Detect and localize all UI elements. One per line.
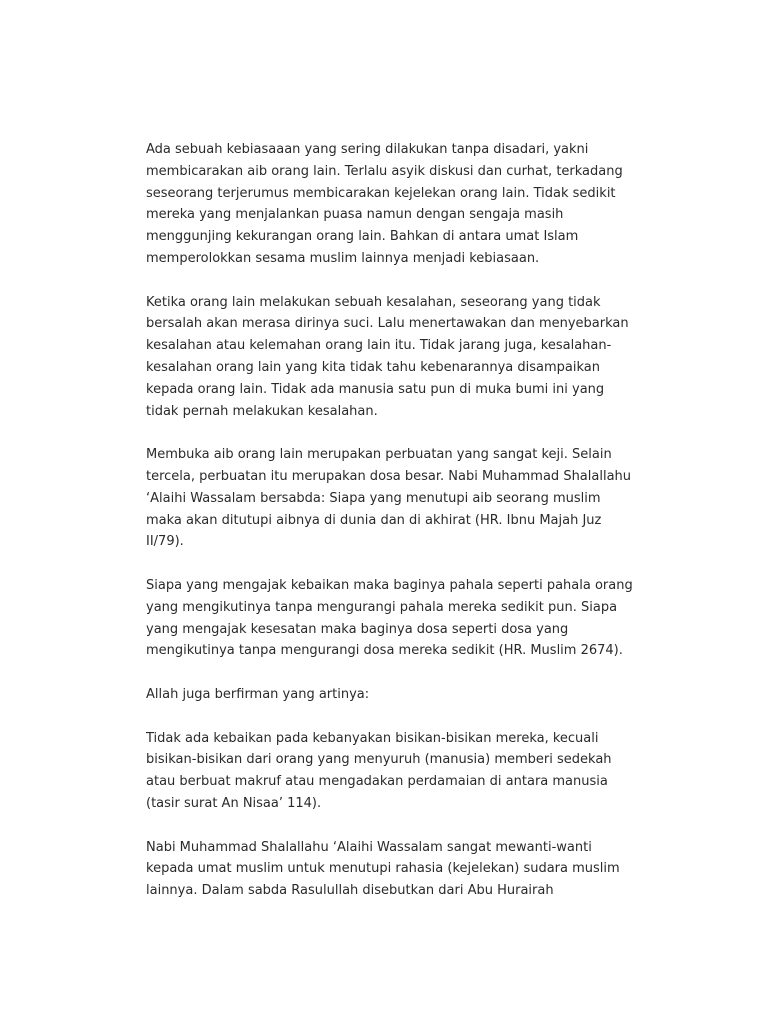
text-line: memperolokkan sesama muslim lainnya menjadi kebiasaan. (146, 250, 540, 266)
text-line: (tasir surat An Nisaa’ 114). (146, 795, 322, 811)
text-line: Allah juga berfirman yang artinya: (146, 686, 370, 702)
text-line: tercela, perbuatan itu merupakan dosa besar. Nabi Muhammad Shalallahu (146, 468, 632, 484)
text-line: mereka yang menjalankan puasa namun dengan sengaja masih (146, 207, 564, 223)
text-line: yang mengajak kesesatan maka baginya dosa seperti dosa yang (146, 621, 569, 637)
text-line: membicarakan aib orang lain. Terlalu asyik diskusi dan curhat, terkadang (146, 163, 623, 179)
paragraph (146, 139, 676, 270)
text-line: mengikutinya tanpa mengurangi dosa mereka sedikit (HR. Muslim 2674). (146, 643, 623, 659)
text-line: kepada orang lain. Tidak ada manusia satu pun di muka bumi ini yang (146, 381, 605, 397)
text-line: atau berbuat makruf atau mengadakan perdamaian di antara manusia (146, 774, 608, 790)
text-line: Tidak ada kebaikan pada kebanyakan bisikan-bisikan mereka, kecuali (146, 730, 599, 746)
text-line: ‘Alaihi Wassalam bersabda: Siapa yang menutupi aib seorang muslim (146, 490, 601, 506)
text-line: yang mengikutinya tanpa mengurangi pahala mereka sedikit pun. Siapa (146, 599, 618, 615)
paragraph (146, 575, 676, 662)
text-line: kesalahan orang lain yang kita tidak tahu kebenarannya disampaikan (146, 359, 600, 375)
text-line: bisikan-bisikan dari orang yang menyuruh (manusia) memberi sedekah (146, 752, 612, 768)
text-line: Siapa yang mengajak kebaikan maka baginya pahala seperti pahala orang (146, 577, 633, 593)
paragraph (146, 837, 676, 902)
paragraph (146, 292, 676, 423)
text-line: II/79). (146, 534, 184, 550)
text-line: maka akan ditutupi aibnya di dunia dan di akhirat (HR. Ibnu Majah Juz (146, 512, 602, 528)
paragraph (146, 684, 676, 706)
text-line: kepada umat muslim untuk menutupi rahasia (kejelekan) sudara muslim (146, 861, 620, 877)
text-line: tidak pernah melakukan kesalahan. (146, 403, 378, 419)
paragraph (146, 444, 676, 553)
text-line: Ada sebuah kebiasaaan yang sering dilakukan tanpa disadari, yakni (146, 142, 589, 157)
text-line: kesalahan atau kelemahan orang lain itu. Tidak jarang juga, kesalahan- (146, 338, 612, 354)
text-line: seseorang terjerumus membicarakan kejelekan orang lain. Tidak sedikit (146, 185, 616, 201)
text-line: Nabi Muhammad Shalallahu ‘Alaihi Wassalam sangat mewanti-wanti (146, 839, 592, 855)
text-line: lainnya. Dalam sabda Rasulullah disebutkan dari Abu Hurairah (146, 883, 554, 899)
text-line: Ketika orang lain melakukan sebuah kesalahan, seseorang yang tidak (146, 294, 601, 310)
text-line: menggunjing kekurangan orang lain. Bahkan di antara umat Islam (146, 229, 579, 245)
text-line: bersalah akan merasa dirinya suci. Lalu menertawakan dan menyebarkan (146, 316, 629, 332)
text-line: Membuka aib orang lain merupakan perbuatan yang sangat keji. Selain (146, 447, 612, 463)
document-body (146, 139, 676, 924)
paragraph (146, 728, 676, 815)
